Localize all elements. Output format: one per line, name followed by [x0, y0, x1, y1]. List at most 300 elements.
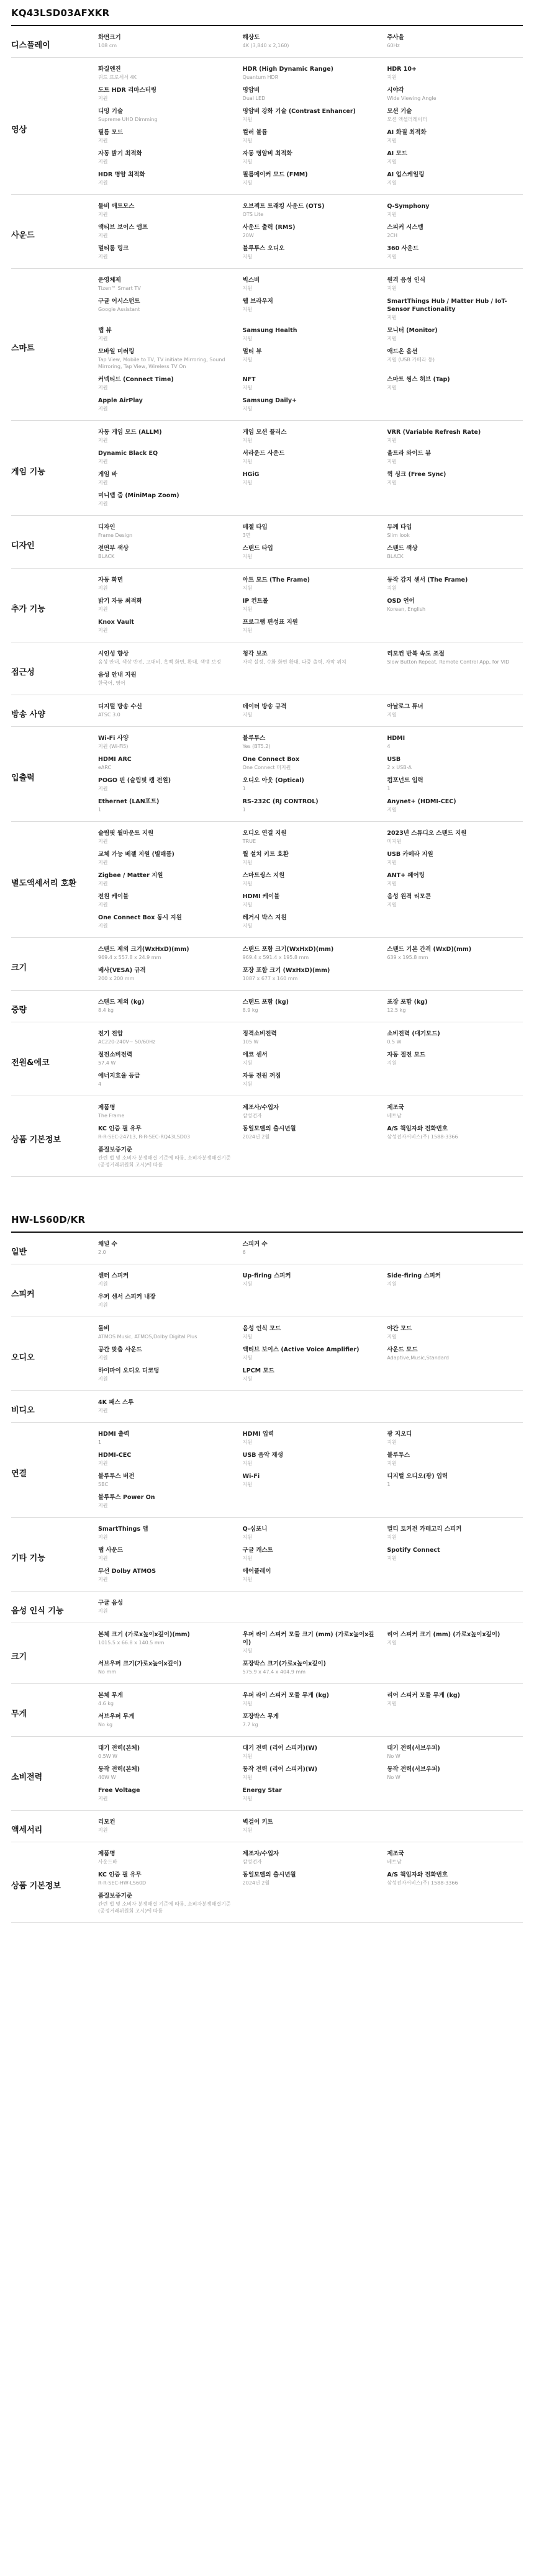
spec-item	[387, 34, 523, 49]
spec-label: 퀵 싱크 (Free Sync)	[387, 471, 446, 478]
spec-label: HDMI	[387, 735, 405, 742]
spec-value: 관련 법 및 소비자 분쟁해결 기준에 따름, 소비자분쟁해결기준(공정거래위원회 고시)에 따름	[98, 1901, 231, 1914]
spec-value: 60Hz	[387, 43, 400, 48]
spec-item-grid	[98, 703, 523, 724]
spec-value: 지원	[242, 307, 253, 312]
spec-value: 지원	[98, 1281, 108, 1287]
spec-value: 지원	[387, 1556, 397, 1561]
spec-category-heading: 사운드	[11, 230, 35, 240]
spec-value: 지원	[98, 159, 108, 164]
spec-label: 해상도	[242, 34, 260, 41]
spec-value: 지원	[98, 1503, 108, 1508]
spec-value: 1	[387, 786, 391, 791]
spec-item-grid	[98, 1240, 523, 1261]
spec-label: 하이파이 오디오 디코딩	[98, 1367, 160, 1374]
spec-label: LPCM 모드	[242, 1367, 274, 1374]
spec-item-grid	[98, 1525, 523, 1588]
spec-value: 지원	[98, 480, 108, 485]
spec-value: 2024년 2월	[242, 1134, 270, 1140]
spec-item	[243, 397, 379, 412]
spec-item	[387, 1272, 523, 1287]
spec-label: One Connect Box	[242, 756, 300, 763]
spec-label: 전기 전압	[98, 1030, 124, 1037]
spec-item	[243, 202, 379, 218]
spec-label: 구글 어시스턴트	[98, 298, 140, 305]
spec-item	[243, 523, 379, 539]
spec-value: 모션 엑셀러레이터	[387, 117, 427, 122]
spec-label: HDMI ARC	[98, 756, 132, 763]
spec-value: 지원	[242, 902, 253, 907]
spec-item	[387, 1051, 523, 1066]
spec-value: 575.9 x 47.4 x 404.9 mm	[242, 1669, 306, 1675]
spec-label: 구글 음성	[98, 1600, 124, 1606]
spec-label: 프로그램 편성표 지원	[242, 619, 298, 626]
spec-item	[98, 734, 234, 750]
spec-category-heading: 전원&에코	[11, 1058, 50, 1068]
spec-value: 삼성전자서비스(주) 1588-3366	[387, 1134, 458, 1140]
spec-label: 포장 포함 (kg)	[387, 999, 428, 1006]
spec-value: 지원	[98, 628, 108, 633]
spec-value: 지원	[242, 1376, 253, 1382]
spec-value: 지원	[98, 406, 108, 412]
spec-value: 0.5W W	[98, 1754, 118, 1759]
spec-value: 지원	[242, 712, 253, 718]
spec-item-grid	[98, 1030, 523, 1093]
spec-value: 지원	[242, 606, 253, 612]
spec-item	[98, 171, 234, 186]
spec-label: 제조사/수입자	[242, 1104, 279, 1111]
spec-item	[98, 597, 234, 613]
spec-item	[387, 1472, 523, 1488]
spec-item	[243, 777, 379, 792]
spec-value: 200 x 200 mm	[98, 976, 135, 981]
spec-label: 자동 화면	[98, 577, 124, 583]
spec-item	[387, 755, 523, 771]
spec-item	[243, 1691, 379, 1707]
spec-item	[98, 65, 234, 81]
spec-item	[243, 703, 379, 718]
spec-value: 지원	[242, 1556, 253, 1561]
spec-item	[387, 523, 523, 539]
spec-item	[387, 1850, 523, 1865]
spec-label: 리어 스피커 크기 (mm) (가로x높이x깊이)	[387, 1631, 500, 1638]
spec-item-grid	[98, 1325, 523, 1388]
spec-value: 지원	[387, 1334, 397, 1340]
spec-item-grid	[98, 1850, 523, 1920]
spec-item	[387, 1744, 523, 1760]
spec-item	[98, 128, 234, 144]
spec-label: 에코 센서	[242, 1052, 268, 1058]
spec-label: 스마트 씽스 허브 (Tap)	[387, 376, 450, 383]
spec-value: 지원	[98, 1461, 108, 1466]
spec-label: 우퍼 라이 스피커 모듈 크기 (mm) (가로x높이x깊이)	[242, 1631, 374, 1646]
spec-value: 8.4 kg	[98, 1007, 114, 1013]
spec-item	[98, 1398, 234, 1414]
spec-item	[243, 449, 379, 465]
spec-category-heading: 비디오	[11, 1405, 35, 1415]
spec-label: 대기 전력 (리어 스피커)(W)	[242, 1745, 318, 1752]
spec-item	[98, 376, 234, 391]
spec-category-heading: 별도액세서리 호환	[11, 878, 76, 888]
spec-label: 베젤 타입	[242, 524, 268, 531]
spec-item	[243, 471, 379, 486]
spec-item	[243, 1272, 379, 1287]
spec-label: 게임 바	[98, 471, 117, 478]
spec-item	[243, 65, 379, 81]
spec-value: 지원	[242, 881, 253, 886]
spec-label: HDMI 케이블	[242, 893, 280, 900]
spec-item	[243, 1818, 379, 1834]
spec-item	[243, 1325, 379, 1340]
spec-item	[387, 376, 523, 391]
spec-item-grid	[98, 1104, 523, 1174]
spec-value: 미지원	[387, 839, 402, 844]
spec-label: HDMI-CEC	[98, 1452, 132, 1459]
spec-value: 1	[242, 807, 246, 813]
spec-item	[98, 914, 234, 929]
spec-label: 탭 뷰	[98, 327, 112, 334]
spec-item	[387, 829, 523, 845]
spec-value: 사운드바	[98, 1859, 117, 1865]
spec-value: 지원	[98, 96, 108, 101]
spec-category-heading: 무게	[11, 1709, 27, 1719]
spec-value: 0.5 W	[387, 1039, 402, 1045]
spec-item	[387, 1765, 523, 1781]
spec-value: 지원	[242, 336, 253, 341]
spec-value: 지원	[387, 315, 397, 320]
spec-item	[98, 1293, 234, 1308]
spec-value: 지원	[387, 459, 397, 464]
spec-label: Side-firing 스피커	[387, 1272, 441, 1279]
spec-label: 디밍 기술	[98, 108, 124, 115]
spec-label: USB	[387, 756, 401, 763]
spec-value: 4.6 kg	[98, 1701, 114, 1706]
spec-label: 게임 모션 플러스	[242, 429, 287, 436]
spec-value: 105 W	[242, 1039, 259, 1045]
spec-category-heading: 추가 기능	[11, 604, 45, 614]
spec-item	[387, 1451, 523, 1467]
spec-label: A/S 책임자와 전화번호	[387, 1125, 448, 1132]
spec-item	[243, 1430, 379, 1446]
spec-category-heading: 영상	[11, 125, 27, 135]
spec-value: 베트남	[387, 1113, 402, 1119]
spec-label: 도트 HDR 리마스터링	[98, 87, 157, 94]
spec-item	[98, 1567, 234, 1583]
spec-label: 오디오 연결 지원	[242, 830, 287, 837]
spec-label: 360 사운드	[387, 245, 419, 252]
spec-label: 오브젝트 트래킹 사운드 (OTS)	[242, 203, 325, 210]
spec-value: No W	[387, 1754, 400, 1759]
spec-category-heading: 오디오	[11, 1353, 35, 1362]
spec-label: 월 설치 키트 호환	[242, 851, 289, 858]
spec-value: 지원	[242, 1355, 253, 1361]
spec-label: 서라운드 사운드	[242, 450, 285, 457]
spec-label: 밝기 자동 최적화	[98, 598, 142, 605]
spec-value: Dual LED	[242, 96, 266, 101]
spec-value: 지원	[387, 159, 397, 164]
spec-value: 삼성전자	[242, 1859, 262, 1865]
spec-value: 지원	[242, 138, 253, 143]
spec-item	[243, 1104, 379, 1119]
spec-category-heading: 상품 기본정보	[11, 1135, 61, 1145]
spec-item	[98, 1525, 234, 1541]
spec-item	[98, 1104, 234, 1119]
spec-label: KC 인증 필 유무	[98, 1871, 142, 1878]
spec-item	[243, 1850, 379, 1865]
spec-value: Wide Viewing Angle	[387, 96, 437, 101]
spec-label: 전원 케이블	[98, 893, 129, 900]
spec-label: 필름메이커 모드 (FMM)	[242, 171, 308, 178]
spec-item	[98, 397, 234, 412]
spec-section	[11, 1737, 523, 1811]
spec-value: 삼성전자	[242, 1113, 262, 1119]
spec-item	[98, 107, 234, 123]
spec-value: 지원	[98, 138, 108, 143]
spec-section	[11, 1022, 523, 1096]
spec-value: Quantum HDR	[242, 74, 279, 80]
spec-section	[11, 1233, 523, 1264]
spec-item	[243, 945, 379, 961]
spec-value: 지원	[98, 459, 108, 464]
spec-value: 지원	[98, 1827, 108, 1833]
spec-label: 멀티 토커전 카테고리 스피커	[387, 1526, 462, 1533]
spec-value: Yes (BT5.2)	[242, 744, 271, 749]
spec-value: 4	[387, 744, 391, 749]
spec-value: 지원	[387, 1281, 397, 1287]
spec-label: 자동 전원 꺼짐	[242, 1073, 281, 1079]
spec-label: 리모컨	[98, 1819, 115, 1826]
spec-label: 액티브 보이스 (Active Voice Amplifier)	[242, 1346, 360, 1353]
spec-label: 돌비	[98, 1325, 110, 1332]
spec-item	[243, 966, 379, 982]
spec-category-heading: 음성 인식 기능	[11, 1606, 64, 1616]
spec-label: 운영체제	[98, 277, 121, 284]
spec-item	[98, 1272, 234, 1287]
spec-value: Adaptive,Music,Standard	[387, 1355, 449, 1361]
spec-value: 지원	[98, 212, 108, 217]
spec-item	[98, 428, 234, 444]
spec-value: 지원	[242, 1281, 253, 1287]
spec-category-heading: 중량	[11, 1005, 27, 1015]
spec-label: 블루투스	[242, 735, 266, 742]
spec-label: 무선 Dolby ATMOS	[98, 1568, 156, 1575]
spec-label: 빅스비	[242, 277, 260, 284]
spec-value: 지원	[98, 860, 108, 865]
spec-item-grid	[98, 945, 523, 988]
spec-item	[98, 966, 234, 982]
spec-value: No W	[387, 1775, 400, 1780]
spec-value: ATMOS Music, ATMOS,Dolby Digital Plus	[98, 1334, 197, 1340]
spec-label: 필름 모드	[98, 129, 124, 136]
spec-label: Energy Star	[242, 1787, 282, 1794]
spec-value: 7.7 kg	[242, 1722, 258, 1727]
spec-item	[98, 492, 234, 507]
spec-item	[243, 128, 379, 144]
spec-label: 스피커 수	[242, 1241, 268, 1248]
spec-label: A/S 책임자와 전화번호	[387, 1871, 448, 1878]
spec-item	[243, 544, 379, 560]
spec-value: 지원	[387, 860, 397, 865]
product-model-title: HW-LS60D/KR	[11, 1214, 523, 1233]
spec-label: 포장박스 무게	[242, 1713, 279, 1720]
spec-item	[243, 914, 379, 929]
spec-item	[98, 798, 234, 813]
spec-value: 한국어, 영어	[98, 680, 125, 686]
spec-value: 4K (3,840 x 2,160)	[242, 43, 289, 48]
spec-value: 지원	[242, 459, 253, 464]
spec-item-grid	[98, 523, 523, 565]
spec-section	[11, 938, 523, 991]
spec-value: 지원	[387, 1640, 397, 1646]
spec-item	[98, 1818, 234, 1834]
spec-item	[243, 1631, 379, 1654]
spec-item	[243, 597, 379, 613]
spec-item	[98, 34, 234, 49]
spec-section	[11, 1096, 523, 1177]
spec-item	[243, 1713, 379, 1728]
spec-item	[387, 1125, 523, 1140]
spec-value: 지원	[98, 180, 108, 186]
spec-category-heading: 스피커	[11, 1289, 35, 1299]
spec-section	[11, 516, 523, 569]
spec-item	[243, 1072, 379, 1088]
spec-label: Knox Vault	[98, 619, 134, 626]
spec-item	[387, 107, 523, 123]
spec-value: 지원	[98, 1408, 108, 1413]
spec-item-grid	[98, 1818, 523, 1839]
spec-item	[98, 1765, 234, 1781]
spec-label: USB 음악 재생	[242, 1452, 283, 1459]
spec-label: OSD 언어	[387, 598, 415, 605]
spec-item	[98, 1786, 234, 1802]
spec-item	[98, 202, 234, 218]
spec-item-grid	[98, 650, 523, 692]
spec-label: 야간 모드	[387, 1325, 412, 1332]
spec-label: 모니터 (Monitor)	[387, 327, 438, 334]
spec-item	[387, 1430, 523, 1446]
spec-label: 디지털 방송 수신	[98, 703, 142, 710]
spec-value: 2.0	[98, 1250, 106, 1255]
spec-label: 멀티 뷰	[242, 348, 262, 355]
spec-label: 자동 밝기 최적화	[98, 150, 142, 157]
spec-item	[243, 34, 379, 49]
spec-value: Tizen™ Smart TV	[98, 286, 141, 291]
spec-value: 2 x USB-A	[387, 765, 412, 770]
spec-item	[98, 297, 234, 321]
spec-item	[387, 1691, 523, 1707]
spec-item	[243, 1744, 379, 1760]
product-separator	[0, 1191, 534, 1207]
spec-label: 울트라 와이드 뷰	[387, 450, 432, 457]
spec-value: 969.4 x 557.8 x 24.9 mm	[98, 955, 161, 960]
spec-value: 40W W	[98, 1775, 116, 1780]
spec-label: 음성 안내 지원	[98, 672, 137, 678]
spec-label: 모션 기술	[387, 108, 412, 115]
spec-item	[243, 1871, 379, 1886]
spec-item	[243, 86, 379, 102]
spec-item	[387, 597, 523, 613]
spec-value: 지원	[242, 385, 253, 390]
spec-label: 우퍼 라이 스피커 모듈 무게 (kg)	[242, 1692, 329, 1699]
spec-item-grid	[98, 1744, 523, 1808]
spec-value: AC220-240V~ 50/60Hz	[98, 1039, 156, 1045]
spec-value: 1	[98, 807, 102, 813]
spec-item	[98, 576, 234, 592]
spec-label: 제조국	[387, 1104, 404, 1111]
spec-item	[98, 348, 234, 370]
spec-item	[243, 1567, 379, 1583]
spec-label: SmartThings Hub / Matter Hub / IoT-Sensor Functionality	[387, 298, 507, 313]
spec-section	[11, 26, 523, 58]
spec-value: 지원	[98, 1534, 108, 1540]
spec-value: BLACK	[98, 554, 115, 559]
spec-item	[243, 1546, 379, 1562]
spec-category-heading: 방송 사양	[11, 709, 45, 719]
spec-item	[387, 276, 523, 292]
spec-label: IP 컨트롤	[242, 598, 268, 605]
spec-value: 지원	[387, 1060, 397, 1066]
spec-value: 지원	[98, 923, 108, 929]
spec-value: 지원	[98, 336, 108, 341]
spec-value: 지원	[242, 180, 253, 186]
spec-item	[98, 1430, 234, 1446]
spec-value: Korean, English	[387, 606, 426, 612]
spec-item	[387, 202, 523, 218]
spec-value: 지원	[242, 438, 253, 443]
spec-value: 639 x 195.8 mm	[387, 955, 428, 960]
spec-item	[243, 755, 379, 771]
spec-label: 품질보증기준	[98, 1893, 133, 1899]
spec-label: Q-심포니	[242, 1526, 268, 1533]
spec-item	[98, 755, 234, 771]
spec-section	[11, 1811, 523, 1842]
spec-item	[387, 86, 523, 102]
spec-label: 서브우퍼 무게	[98, 1713, 135, 1720]
spec-label: 애드온 옵션	[387, 348, 418, 355]
spec-value: 지원 (USB 카메라 등)	[387, 357, 435, 363]
spec-item	[243, 998, 379, 1014]
spec-value: 베트남	[387, 1859, 402, 1865]
spec-value: R-R-SEC-HW-LS60D	[98, 1880, 147, 1886]
spec-section	[11, 1518, 523, 1592]
spec-item	[387, 650, 523, 665]
spec-label: 2023년 스튜디오 스탠드 지원	[387, 830, 467, 837]
spec-value: 12.5 kg	[387, 1007, 406, 1013]
spec-label: 베사(VESA) 규격	[98, 967, 146, 974]
spec-value: 지원	[242, 357, 253, 363]
spec-value: 6	[242, 1250, 246, 1255]
spec-label: 사운드 모드	[387, 1346, 418, 1353]
spec-item-grid	[98, 1398, 523, 1420]
spec-item	[387, 471, 523, 486]
spec-item	[387, 576, 523, 592]
spec-value: eARC	[98, 765, 112, 770]
spec-item	[243, 850, 379, 866]
spec-item	[243, 1472, 379, 1488]
spec-item-grid	[98, 1430, 523, 1515]
spec-label: 주사율	[387, 34, 404, 41]
spec-label: AI 화질 최적화	[387, 129, 427, 136]
spec-item	[243, 428, 379, 444]
spec-label: 디자인	[98, 524, 115, 531]
spec-item	[243, 1765, 379, 1781]
spec-value: 지원	[387, 1534, 397, 1540]
spec-value: 지원	[242, 286, 253, 291]
spec-value: 지원	[242, 1827, 253, 1833]
spec-value: 지원	[387, 902, 397, 907]
spec-item	[98, 1546, 234, 1562]
spec-label: 음성 인식 모드	[242, 1325, 281, 1332]
